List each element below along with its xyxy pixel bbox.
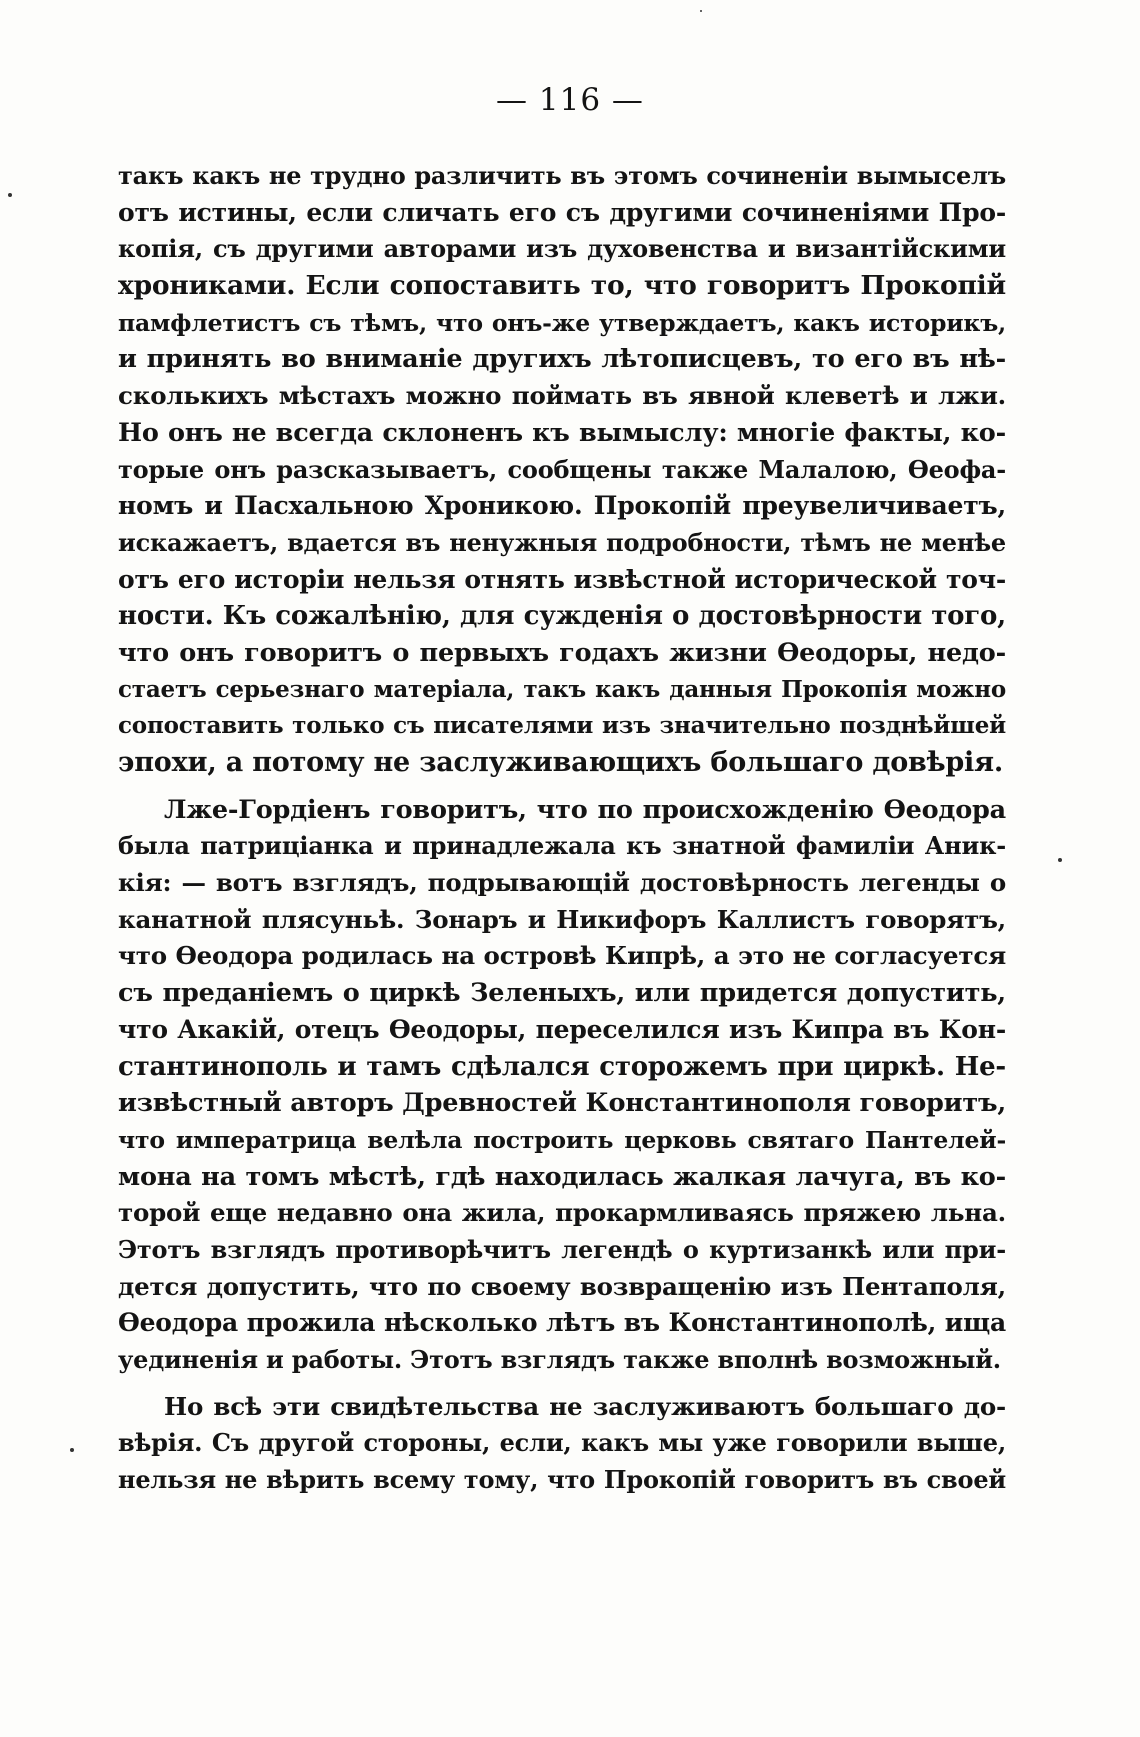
text-line: мона на томъ мѣстѣ, гдѣ находилась жалкая лачуга, въ ко- [118, 1161, 1006, 1192]
text-line: стантинополь и тамъ сдѣлался сторожемъ при циркѣ. Не- [118, 1051, 1006, 1082]
page-number: — 116 — [496, 82, 644, 118]
text-line: отъ его исторіи нельзя отнять извѣстной исторической точ- [118, 564, 1006, 594]
paragraph-gap [118, 1379, 1006, 1389]
text-line: кія: — вотъ взглядъ, подрывающій достовѣрность легенды о [118, 868, 1006, 898]
text-line: сопоставить только съ писателями изъ значительно позднѣйшей [118, 712, 1006, 740]
body-text [118, 158, 1006, 1499]
text-line: памфлетистъ съ тѣмъ, что онъ-же утверждаетъ, какъ историкъ, [118, 308, 1006, 337]
text-line: Лже-Гордіенъ говоритъ, что по происхожденію Ѳеодора [164, 794, 1006, 825]
text-line: номъ и Пасхальною Хроникою. Прокопій преувеличиваетъ, [118, 491, 1006, 521]
scan-speck [70, 1448, 74, 1452]
text-line: и принять во вниманіе другихъ лѣтописцевъ, то его въ нѣ- [118, 344, 1006, 375]
text-line: вѣрія. Съ другой стороны, если, какъ мы уже говорили выше, [118, 1428, 1006, 1458]
text-line: искажаетъ, вдается въ ненужныя подробности, тѣмъ не менѣе [118, 527, 1006, 557]
text-line: что онъ говоритъ о первыхъ годахъ жизни Ѳеодоры, недо- [118, 637, 1006, 668]
text-line: торые онъ разсказываетъ, сообщены также Малалою, Ѳеофа- [118, 454, 1006, 484]
text-line: Но всѣ эти свидѣтельства не заслуживаютъ большаго до- [164, 1391, 1006, 1421]
text-line: отъ истины, если сличать его съ другими сочиненіями Про- [118, 197, 1006, 227]
text-line: Но онъ не всегда склоненъ къ вымыслу: многіе факты, ко- [118, 417, 1006, 448]
text-line: эпохи, а потому не заслуживающихъ большаго довѣрія. [118, 747, 1004, 778]
text-line: такъ какъ не трудно различить въ этомъ сочиненіи вымыселъ [118, 161, 1006, 190]
text-line: что императрица велѣла построить церковь святаго Пантелей- [118, 1125, 1006, 1154]
text-line: что Акакій, отецъ Ѳеодоры, переселился изъ Кипра въ Кон- [118, 1014, 1006, 1044]
scan-speck [8, 193, 12, 197]
scan-speck [1058, 858, 1062, 862]
text-line: Ѳеодора прожила нѣсколько лѣтъ въ Константинополѣ, ища [118, 1308, 1006, 1338]
text-line: хрониками. Если сопоставить то, что говоритъ Прокопій [118, 270, 1006, 302]
paragraph [118, 792, 1006, 1379]
text-line: уединенія и работы. Этотъ взглядъ также вполнѣ возможный. [118, 1345, 1001, 1374]
text-line: дется допустить, что по своему возвращенію изъ Пентаполя, [118, 1271, 1006, 1301]
text-line: была патриціанка и принадлежала къ знатной фамиліи Аник- [118, 831, 1006, 861]
paragraph [118, 158, 1006, 782]
text-line: что Ѳеодора родилась на островѣ Кипрѣ, а это не согласуется [118, 941, 1006, 971]
text-line: извѣстный авторъ Древностей Константинополя говоритъ, [118, 1088, 1006, 1119]
text-line: торой еще недавно она жила, прокармливаясь пряжею льна. [118, 1198, 1006, 1228]
text-line: Этотъ взглядъ противорѣчитъ легендѣ о куртизанкѣ или при- [118, 1234, 1006, 1264]
text-line: сколькихъ мѣстахъ можно поймать въ явной клеветѣ и лжи. [118, 381, 1006, 411]
scan-speck [700, 10, 702, 12]
text-line: ности. Къ сожалѣнію, для сужденія о достовѣрности того, [118, 601, 1006, 632]
paragraph [118, 1389, 1006, 1499]
text-line: копія, съ другими авторами изъ духовенства и византійскими [118, 234, 1006, 264]
text-line: стаетъ серьезнаго матеріала, такъ какъ данныя Прокопія можно [118, 675, 1006, 703]
text-line: канатной плясуньѣ. Зонаръ и Никифоръ Каллистъ говорятъ, [118, 904, 1006, 934]
text-line: съ преданіемъ о циркѣ Зеленыхъ, или придется допустить, [118, 978, 1006, 1009]
paragraph-gap [118, 782, 1006, 792]
text-line: нельзя не вѣрить всему тому, что Прокопій говоритъ въ своей [118, 1465, 1006, 1495]
